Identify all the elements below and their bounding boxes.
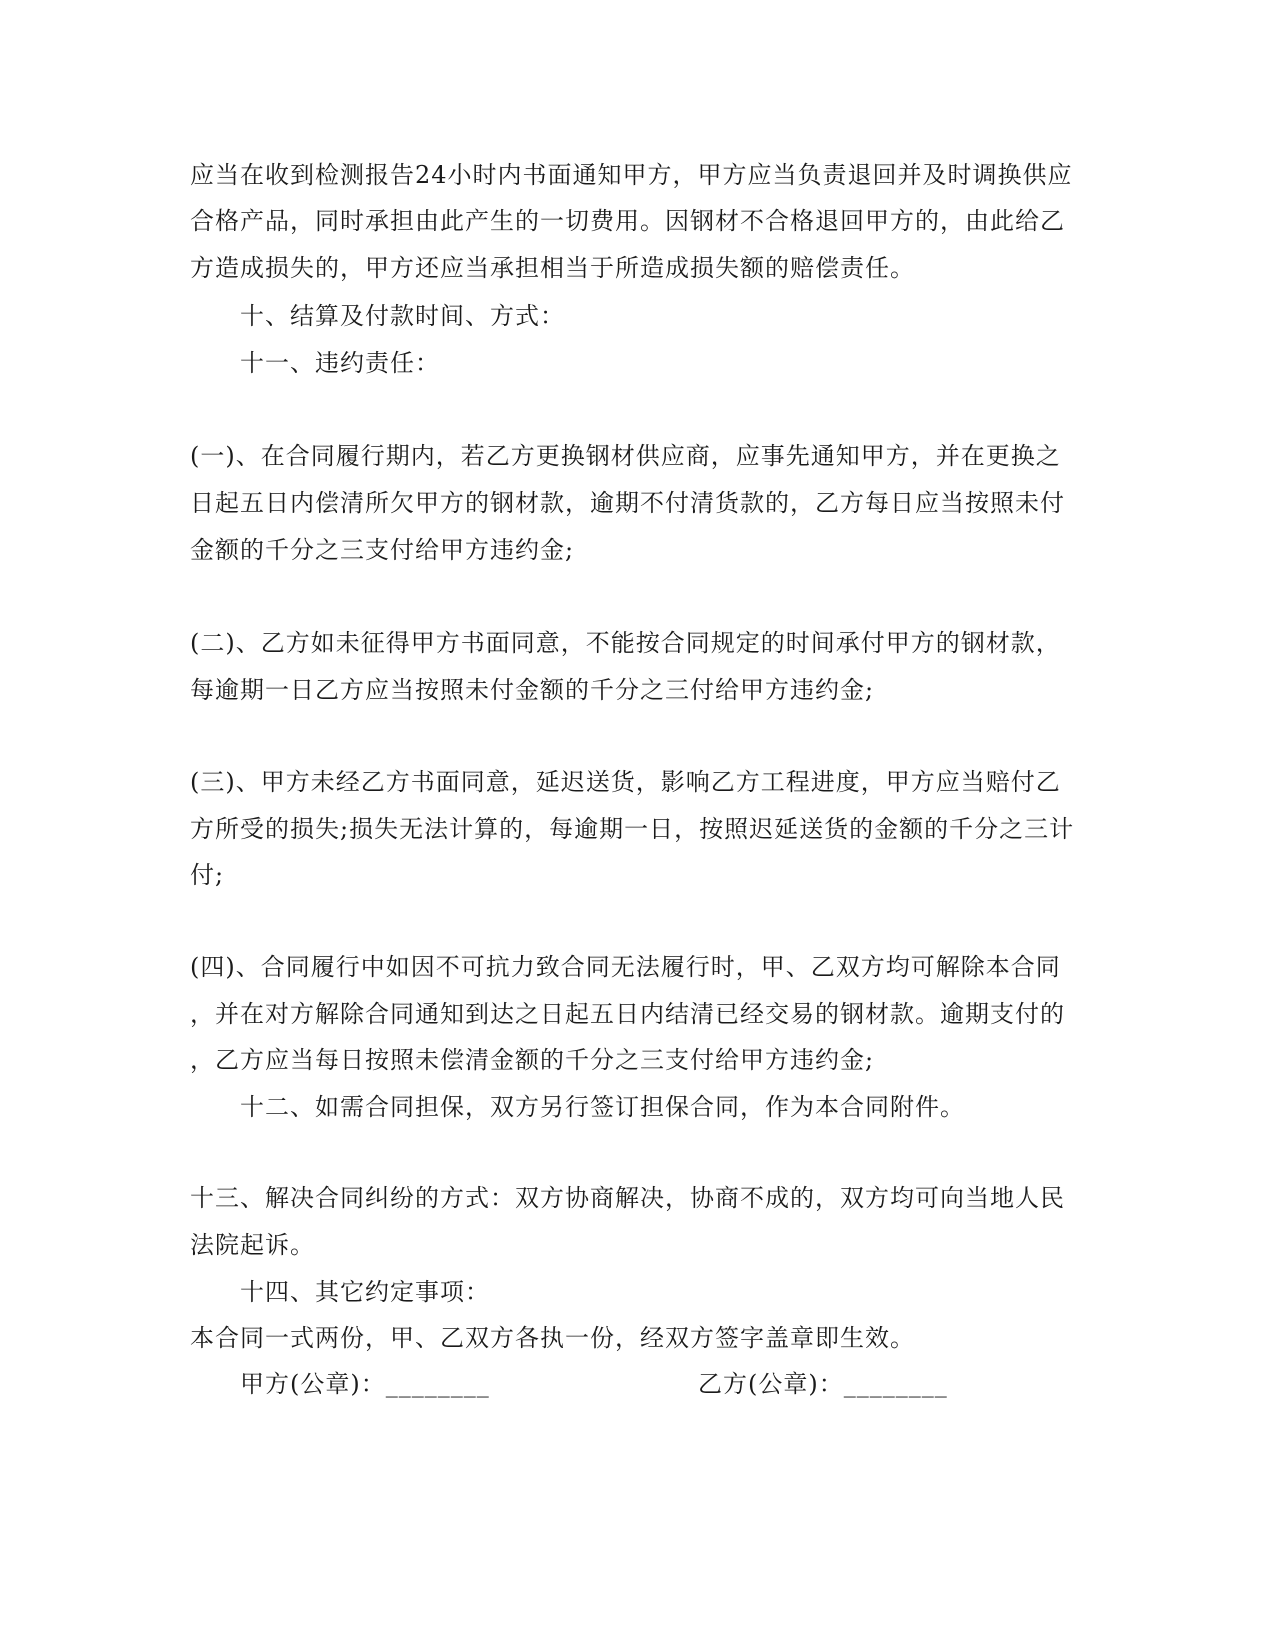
clause-one-line: (一)、在合同履行期内，若乙方更换钢材供应商，应事先通知甲方，并在更换之 bbox=[190, 442, 1061, 470]
copies-statement: 本合同一式两份，甲、乙双方各执一份，经双方签字盖章即生效。 bbox=[190, 1324, 915, 1352]
clause-four-line: ，乙方应当每日按照未偿清金额的千分之三支付给甲方违约金; bbox=[190, 1046, 875, 1074]
clause-three-line: 付; bbox=[190, 861, 225, 889]
section-thirteen-line: 法院起诉。 bbox=[190, 1231, 315, 1259]
party-b-signature: 乙方(公章)：________ bbox=[698, 1370, 948, 1398]
clause-one-line: 金额的千分之三支付给甲方违约金; bbox=[190, 536, 575, 564]
clause-two-line: (二)、乙方如未征得甲方书面同意，不能按合同规定的时间承付甲方的钢材款， bbox=[190, 629, 1061, 657]
clause-two-line: 每逾期一日乙方应当按照未付金额的千分之三付给甲方违约金; bbox=[190, 676, 875, 704]
party-a-signature: 甲方(公章)：________ bbox=[240, 1370, 490, 1398]
section-heading-fourteen: 十四、其它约定事项： bbox=[240, 1278, 490, 1306]
text-line: 合格产品，同时承担由此产生的一切费用。因钢材不合格退回甲方的，由此给乙 bbox=[190, 207, 1065, 235]
text-line: 方造成损失的，甲方还应当承担相当于所造成损失额的赔偿责任。 bbox=[190, 254, 915, 282]
clause-four-line: ，并在对方解除合同通知到达之日起五日内结清已经交易的钢材款。逾期支付的 bbox=[190, 1000, 1065, 1028]
section-thirteen-line: 十三、解决合同纠纷的方式：双方协商解决，协商不成的，双方均可向当地人民 bbox=[190, 1184, 1065, 1212]
text-line: 应当在收到检测报告24小时内书面通知甲方，甲方应当负责退回并及时调换供应 bbox=[190, 161, 1073, 189]
section-heading-eleven: 十一、违约责任： bbox=[240, 349, 440, 377]
section-heading-twelve: 十二、如需合同担保，双方另行签订担保合同，作为本合同附件。 bbox=[240, 1093, 965, 1121]
section-heading-ten: 十、结算及付款时间、方式： bbox=[240, 302, 565, 330]
clause-one-line: 日起五日内偿清所欠甲方的钢材款，逾期不付清货款的，乙方每日应当按照未付 bbox=[190, 489, 1065, 517]
clause-three-line: (三)、甲方未经乙方书面同意，延迟送货，影响乙方工程进度，甲方应当赔付乙 bbox=[190, 768, 1061, 796]
clause-three-line: 方所受的损失;损失无法计算的，每逾期一日，按照迟延送货的金额的千分之三计 bbox=[190, 815, 1075, 843]
clause-four-line: (四)、合同履行中如因不可抗力致合同无法履行时，甲、乙双方均可解除本合同 bbox=[190, 953, 1061, 981]
